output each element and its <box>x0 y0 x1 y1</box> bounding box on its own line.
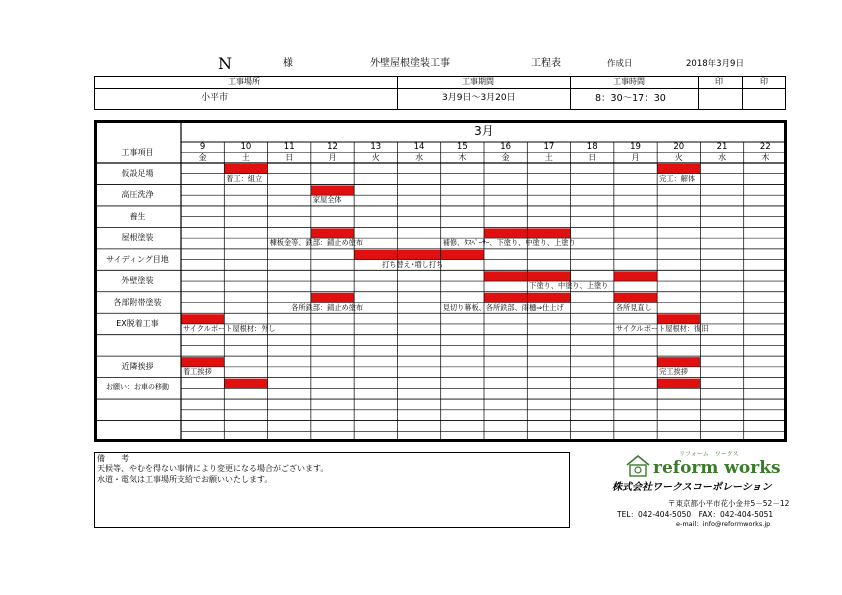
schedule-note: 見切り幕板、各所鉄部、雨樋⇒仕上げ <box>442 302 564 312</box>
hours-label: 工事時間 <box>613 77 645 86</box>
schedule-bar <box>224 379 267 389</box>
schedule-note: 着工：組立 <box>226 173 263 183</box>
day-number: 20 <box>673 142 685 152</box>
schedule-bar <box>311 293 354 303</box>
day-weekday: 木 <box>761 152 770 162</box>
schedule-note: サイクルポート屋根材：復旧 <box>615 323 709 333</box>
item-label: 各部附帯塗装 <box>113 297 162 307</box>
item-label: 外壁塗装 <box>121 276 154 286</box>
day-weekday: 土 <box>241 152 250 162</box>
day-weekday: 木 <box>458 152 467 162</box>
grid-lines <box>94 120 787 442</box>
honorific: 様 <box>283 58 293 69</box>
schedule-bar <box>181 357 224 367</box>
house-icon <box>625 454 651 478</box>
schedule-grid <box>94 120 787 442</box>
schedule-note: 完工挨拶 <box>659 366 688 376</box>
day-weekday: 金 <box>198 152 207 162</box>
day-number: 12 <box>327 142 338 152</box>
item-label: 養生 <box>129 211 146 221</box>
schedule-bar <box>657 314 700 324</box>
schedule-note: 打ち替え･増し打ち <box>382 259 444 269</box>
info-table <box>94 76 786 110</box>
day-weekday: 火 <box>371 152 380 162</box>
place-value: 小平市 <box>201 93 229 103</box>
remarks-title: 備 考 <box>97 454 129 463</box>
company-phone: TEL：042-404-5050 FAX：042-404-5051 <box>617 510 774 519</box>
created-label: 作成日 <box>607 59 633 69</box>
schedule-note: 家屋全体 <box>312 195 342 205</box>
item-label: サイディング目地 <box>106 254 169 264</box>
company-email: e-mail：info@reformworks.jp <box>676 520 771 528</box>
logo-text: reform works <box>653 458 781 478</box>
schedule-bar <box>614 271 657 281</box>
company-name: 株式会社ワークスコーポレーション <box>612 482 772 493</box>
month-label: 3月 <box>474 124 494 138</box>
day-number: 16 <box>500 142 512 152</box>
logo-ruby: リフォーム ワークス <box>679 451 739 458</box>
period-label: 工事期間 <box>462 77 494 86</box>
schedule-note: 着工挨拶 <box>183 366 212 376</box>
item-label: EX脱着工事 <box>116 318 159 328</box>
day-number: 10 <box>240 142 252 152</box>
schedule-note: 下塗り、中塗り、上塗り <box>529 281 609 291</box>
schedule-note: 完工：解体 <box>659 173 696 183</box>
stamp-label-1: 印 <box>715 77 723 86</box>
schedule-note: 棟板金等、鉄部：錆止め塗布 <box>269 238 364 248</box>
item-label: 高圧洗浄 <box>121 190 154 200</box>
day-weekday: 日 <box>285 152 294 162</box>
schedule-note: 補修、ﾀｽﾍﾟｰｻｰ、下塗り、中塗り、上塗り <box>442 238 576 248</box>
schedule-bar <box>657 164 700 174</box>
day-number: 14 <box>413 142 425 152</box>
day-number: 18 <box>586 142 598 152</box>
day-weekday: 火 <box>674 152 683 162</box>
day-number: 19 <box>630 142 641 152</box>
day-number: 13 <box>370 142 382 152</box>
day-number: 21 <box>716 142 728 152</box>
schedule-note: 各所見直し <box>615 302 652 312</box>
remarks-line-1: 天候等、やむを得ない事情により変更になる場合がございます。 <box>97 464 329 473</box>
item-label: お願い：お車の移動 <box>106 383 169 392</box>
stamp-label-2: 印 <box>760 77 768 86</box>
day-weekday: 金 <box>501 152 510 162</box>
schedule-bar <box>224 164 267 174</box>
schedule-bar <box>354 250 484 260</box>
company-address: 〒東京都小平市花小金井5－52－12 <box>668 499 790 508</box>
schedule-note: 各所鉄部：錆止め塗布 <box>291 302 364 312</box>
schedule-bar <box>614 293 657 303</box>
period-value: 3月9日～3月20日 <box>442 93 516 103</box>
schedule-note: サイクルポート屋根材：外し <box>183 323 276 333</box>
day-weekday: 日 <box>588 152 597 162</box>
day-number: 11 <box>283 142 295 152</box>
hours-value: 8：30～17：30 <box>595 93 666 104</box>
schedule-bar <box>657 379 700 389</box>
customer-mark: N <box>218 54 232 73</box>
company-logo <box>625 451 781 478</box>
schedule-bar <box>181 314 224 324</box>
schedule-bar <box>311 185 354 195</box>
day-weekday: 月 <box>631 152 640 162</box>
project-title: 外壁屋根塗装工事 <box>370 58 450 69</box>
place-label: 工事場所 <box>228 77 260 86</box>
schedule-bar <box>657 357 700 367</box>
item-label: 屋根塗装 <box>121 233 154 243</box>
day-weekday: 土 <box>544 152 553 162</box>
day-number: 15 <box>456 142 468 152</box>
remarks-line-2: 水道・電気は工事場所支給でお願いいたします。 <box>97 475 273 484</box>
doc-title: 工程表 <box>531 58 561 69</box>
item-label: 近隣挨拶 <box>121 361 154 371</box>
item-label: 仮設足場 <box>121 168 154 178</box>
created-date: 2018年3月9日 <box>686 59 744 69</box>
day-number: 9 <box>199 142 206 152</box>
day-number: 17 <box>543 142 555 152</box>
day-weekday: 水 <box>415 152 424 162</box>
day-weekday: 水 <box>718 152 727 162</box>
day-weekday: 月 <box>328 152 337 162</box>
schedule-bar <box>311 228 354 238</box>
item-header: 工事項目 <box>121 148 154 157</box>
day-number: 22 <box>759 142 771 152</box>
